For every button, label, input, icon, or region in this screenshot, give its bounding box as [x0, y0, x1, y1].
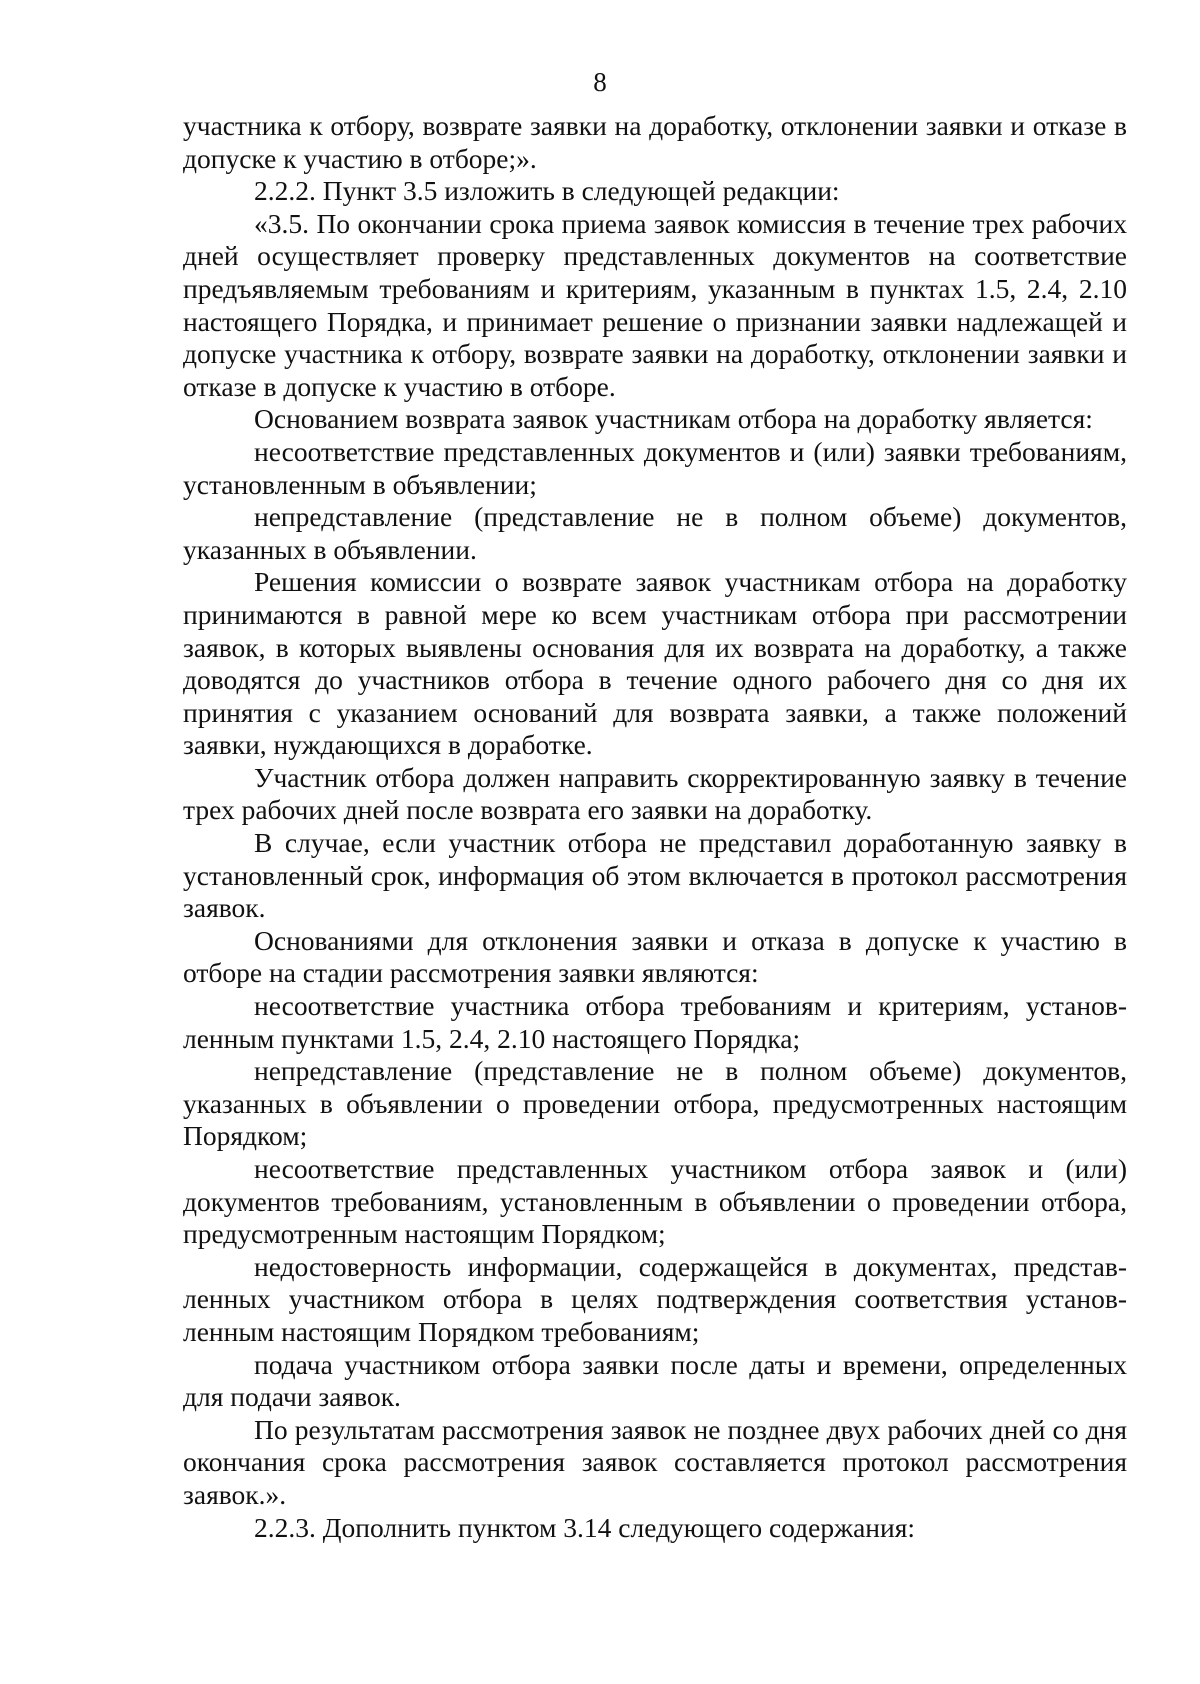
paragraph-clause-3-5: «3.5. По окончании срока приема заявок комиссия в течение трех рабочих дней осуществляет проверку представленных документов на соответствие предъявляемым требованиям и критериям, указанным в пунктах 1.5, 2.4, 2.10 настоящего Порядка, и принимает решение о признании заявки надлежащей и допуске участника к отбору, возврате заявки на доработку, отклонении заявки и отказе в допуске к участию в отборе.	[183, 207, 1127, 402]
paragraph-missed-deadline: В случае, если участник отбора не представил доработанную заявку в установленный срок, информация об этом включается в протокол рассмотрения заявок.	[183, 827, 1127, 924]
paragraph-rejection-ground-5: подача участником отбора заявки после даты и времени, определенных для подачи заявок.	[183, 1348, 1127, 1413]
paragraph-rejection-ground-1: несоответствие участника отбора требованиям и критериям, установленным пунктами 1.5, 2.4, 2.10 настоящего Порядка;	[183, 990, 1127, 1054]
paragraph-rejection-ground-3: несоответствие представленных участником отбора заявок и (или) документов требованиям, установленным в объявлении о проведении отбора, предусмотренным настоящим Порядком;	[183, 1153, 1127, 1250]
paragraph-commission-decisions: Решения комиссии о возврате заявок участникам отбора на доработку принимаются в равной мере ко всем участникам отбора при рассмотрении заявок, в которых выявлены основания для их возврата на доработку, а также доводятся до участников отбора в течение одного рабочего дня со дня их принятия с указанием оснований для возврата заявки, а также положений заявки, нуждающихся в доработке.	[183, 566, 1127, 761]
paragraph-return-grounds-heading: Основанием возврата заявок участникам отбора на доработку является:	[254, 403, 1093, 435]
paragraph-return-ground-1: несоответствие представленных документов и (или) заявки требованиям, установленным в объявлении;	[183, 435, 1127, 500]
paragraph-rejection-ground-4: недостоверность информации, содержащейся в документах, представленных участником отбора в целях подтверждения соответствия установленным настоящим Порядком требованиям;	[183, 1250, 1127, 1347]
page-number: 8	[593, 67, 607, 97]
paragraph-return-ground-2: непредставление (представление не в полном объеме) документов, указанных в объявлении.	[183, 501, 1127, 565]
document-body	[183, 110, 1127, 1544]
paragraph-participant-resubmission: Участник отбора должен направить скорректированную заявку в течение трех рабочих дней после возврата его заявки на доработку.	[183, 761, 1127, 826]
paragraph-rejection-grounds-heading: Основаниями для отклонения заявки и отказа в допуске к участию в отборе на стадии рассмотрения заявки являются:	[183, 924, 1127, 989]
paragraph-protocol: По результатам рассмотрения заявок не позднее двух рабочих дней со дня окончания срока рассмотрения заявок составляется протокол рассмотрения заявок.».	[183, 1413, 1127, 1510]
paragraph-clause-2-2-2: 2.2.2. Пункт 3.5 изложить в следующей редакции:	[254, 175, 840, 207]
paragraph-rejection-ground-2: непредставление (представление не в полном объеме) документов, указанных в объявлении о проведении отбора, предусмотренных настоящим Порядком;	[183, 1055, 1127, 1152]
paragraph-clause-2-2-3: 2.2.3. Дополнить пунктом 3.14 следующего содержания:	[254, 1511, 915, 1543]
paragraph-continuation: участника к отбору, возврате заявки на доработку, отклонении заявки и отказе в допуске к участию в отборе;».	[183, 110, 1127, 174]
